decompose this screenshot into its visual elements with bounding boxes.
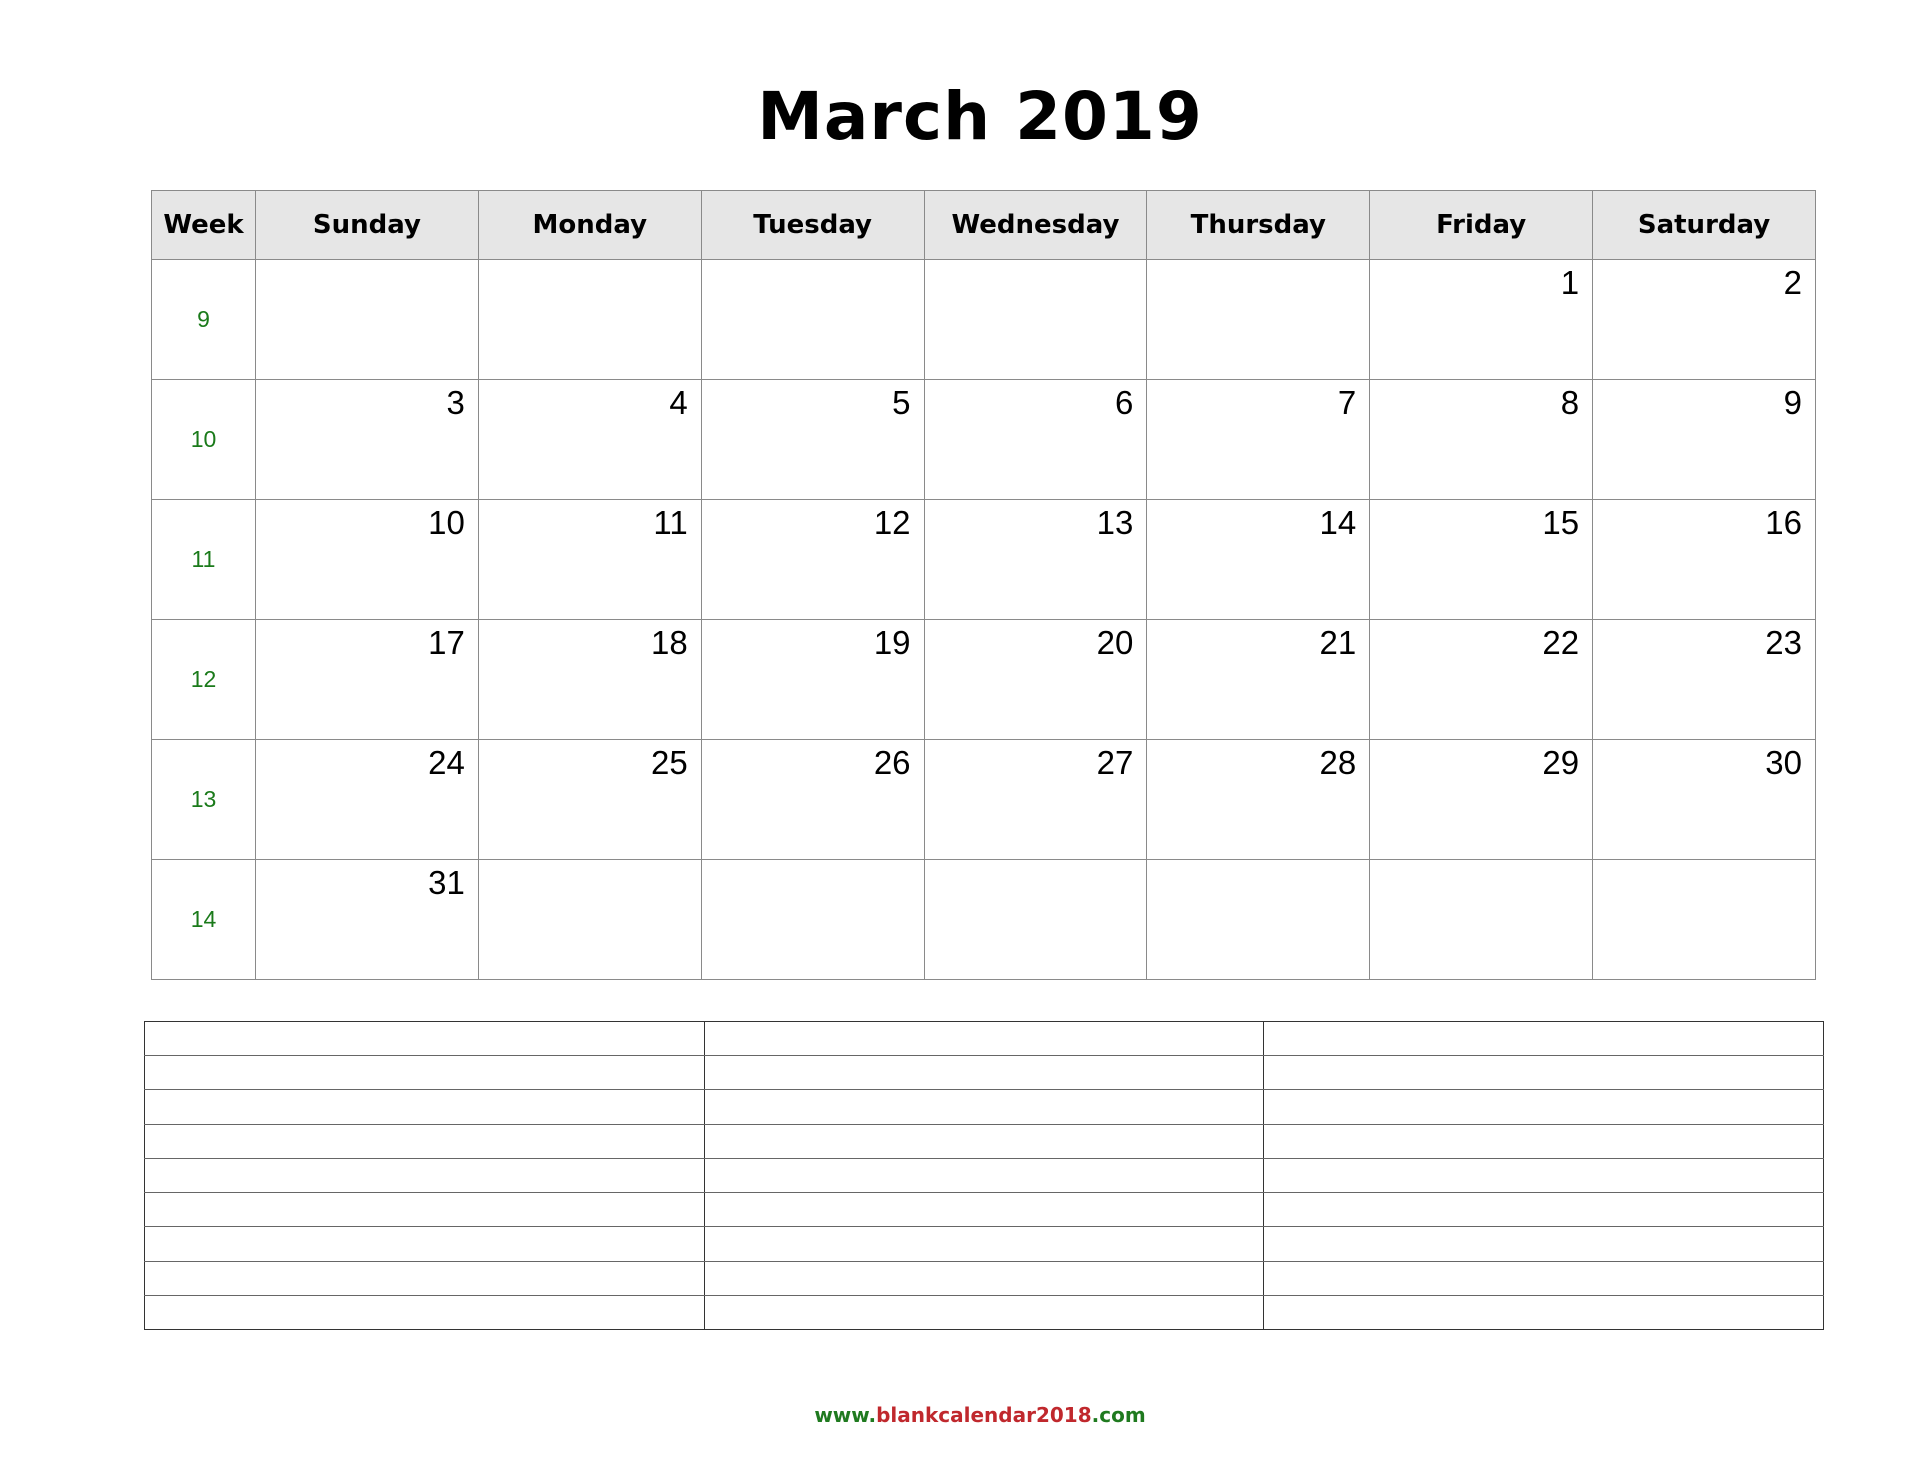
day-cell <box>924 260 1147 380</box>
header-tuesday: Tuesday <box>701 191 924 260</box>
notes-line <box>145 1295 1824 1329</box>
page-title: March 2019 <box>757 78 1203 155</box>
notes-cell[interactable] <box>1264 1090 1824 1124</box>
day-number: 13 <box>1096 504 1134 541</box>
notes-cell[interactable] <box>145 1261 705 1295</box>
day-cell <box>478 500 701 620</box>
day-number: 15 <box>1542 504 1580 541</box>
week-number: 13 <box>152 740 256 860</box>
day-cell <box>256 500 479 620</box>
day-cell <box>1370 500 1593 620</box>
notes-line <box>145 1227 1824 1261</box>
week-row <box>152 500 1816 620</box>
day-number: 12 <box>873 504 911 541</box>
day-cell <box>478 860 701 980</box>
day-cell <box>478 620 701 740</box>
day-number: 23 <box>1765 624 1802 661</box>
day-cell <box>701 260 924 380</box>
week-number: 14 <box>152 860 256 980</box>
day-cell <box>256 620 479 740</box>
day-number: 2 <box>1783 264 1802 301</box>
day-number: 8 <box>1560 384 1580 421</box>
day-cell <box>1370 260 1593 380</box>
notes-grid <box>144 1021 1824 1330</box>
notes-line <box>145 1124 1824 1158</box>
day-number: 9 <box>1783 384 1802 421</box>
week-row <box>152 260 1816 380</box>
notes-cell[interactable] <box>704 1056 1264 1090</box>
day-cell <box>256 740 479 860</box>
day-number: 20 <box>1096 624 1134 661</box>
day-cell <box>256 860 479 980</box>
day-cell <box>1593 620 1816 740</box>
day-cell <box>701 860 924 980</box>
notes-cell[interactable] <box>145 1124 705 1158</box>
notes-cell[interactable] <box>704 1261 1264 1295</box>
day-cell <box>256 380 479 500</box>
notes-cell[interactable] <box>704 1158 1264 1192</box>
day-cell <box>1593 260 1816 380</box>
header-row <box>152 191 1816 260</box>
day-number: 5 <box>892 384 911 421</box>
header-monday: Monday <box>478 191 701 260</box>
day-number: 22 <box>1542 624 1580 661</box>
day-cell <box>924 620 1147 740</box>
notes-cell[interactable] <box>1264 1227 1824 1261</box>
header-thursday: Thursday <box>1147 191 1370 260</box>
notes-cell[interactable] <box>1264 1295 1824 1329</box>
day-number: 24 <box>428 744 465 781</box>
notes-line <box>145 1158 1824 1192</box>
notes-cell[interactable] <box>1264 1261 1824 1295</box>
day-number: 19 <box>873 624 911 661</box>
day-cell <box>1147 620 1370 740</box>
day-cell <box>1370 860 1593 980</box>
header-wednesday: Wednesday <box>924 191 1147 260</box>
day-cell <box>1370 620 1593 740</box>
day-number: 11 <box>653 504 688 541</box>
day-cell <box>701 740 924 860</box>
day-number: 16 <box>1765 504 1802 541</box>
notes-cell[interactable] <box>1264 1056 1824 1090</box>
notes-cell[interactable] <box>704 1124 1264 1158</box>
notes-line <box>145 1090 1824 1124</box>
notes-cell[interactable] <box>145 1022 705 1056</box>
week-number: 9 <box>152 260 256 380</box>
day-number: 17 <box>428 624 465 661</box>
day-cell <box>924 740 1147 860</box>
day-number: 25 <box>650 744 688 781</box>
day-cell <box>478 740 701 860</box>
notes-line <box>145 1056 1824 1090</box>
notes-cell[interactable] <box>145 1227 705 1261</box>
day-cell <box>1370 740 1593 860</box>
day-cell <box>701 380 924 500</box>
day-cell <box>1147 380 1370 500</box>
notes-line <box>145 1193 1824 1227</box>
day-number: 27 <box>1096 744 1134 781</box>
day-number: 26 <box>873 744 911 781</box>
day-cell <box>478 380 701 500</box>
day-cell <box>924 860 1147 980</box>
day-cell <box>701 500 924 620</box>
day-number: 7 <box>1337 384 1357 421</box>
notes-cell[interactable] <box>1264 1124 1824 1158</box>
day-cell <box>1147 500 1370 620</box>
notes-cell[interactable] <box>145 1295 705 1329</box>
day-number: 14 <box>1319 504 1357 541</box>
calendar-grid <box>151 190 1816 980</box>
footer-site: blankcalendar2018 <box>876 1403 1092 1427</box>
day-number: 29 <box>1542 744 1580 781</box>
footer-prefix: www. <box>814 1403 877 1427</box>
notes-cell[interactable] <box>704 1193 1264 1227</box>
day-cell <box>1593 740 1816 860</box>
day-number: 21 <box>1319 624 1357 661</box>
day-number: 6 <box>1115 384 1134 421</box>
week-number: 10 <box>152 380 256 500</box>
day-cell <box>1593 500 1816 620</box>
day-number: 31 <box>428 864 465 901</box>
day-number: 4 <box>669 384 688 421</box>
day-cell <box>1147 740 1370 860</box>
day-cell <box>1593 860 1816 980</box>
notes-line <box>145 1261 1824 1295</box>
day-number: 18 <box>650 624 688 661</box>
notes-cell[interactable] <box>145 1193 705 1227</box>
day-cell <box>701 620 924 740</box>
day-cell <box>256 260 479 380</box>
week-row <box>152 860 1816 980</box>
day-cell <box>924 380 1147 500</box>
day-number: 1 <box>1560 264 1580 301</box>
header-week: Week <box>152 191 256 260</box>
notes-cell[interactable] <box>704 1227 1264 1261</box>
notes-cell[interactable] <box>1264 1158 1824 1192</box>
notes-cell[interactable] <box>1264 1022 1824 1056</box>
day-cell <box>1147 860 1370 980</box>
header-sunday: Sunday <box>256 191 479 260</box>
notes-cell[interactable] <box>704 1090 1264 1124</box>
week-row <box>152 620 1816 740</box>
day-cell <box>1370 380 1593 500</box>
footer-link[interactable] <box>0 1403 1920 1427</box>
notes-cell[interactable] <box>145 1158 705 1192</box>
week-number: 11 <box>152 500 256 620</box>
day-number: 30 <box>1765 744 1802 781</box>
week-row <box>152 380 1816 500</box>
footer-suffix: .com <box>1091 1403 1146 1427</box>
notes-cell[interactable] <box>1264 1193 1824 1227</box>
header-saturday: Saturday <box>1593 191 1816 260</box>
notes-line <box>145 1022 1824 1056</box>
day-cell <box>1593 380 1816 500</box>
day-number: 10 <box>428 504 465 541</box>
notes-cell[interactable] <box>704 1022 1264 1056</box>
notes-cell[interactable] <box>704 1295 1264 1329</box>
notes-cell[interactable] <box>145 1090 705 1124</box>
header-friday: Friday <box>1370 191 1593 260</box>
day-number: 3 <box>446 384 465 421</box>
week-number: 12 <box>152 620 256 740</box>
week-row <box>152 740 1816 860</box>
day-cell <box>1147 260 1370 380</box>
day-cell <box>924 500 1147 620</box>
notes-cell[interactable] <box>145 1056 705 1090</box>
day-number: 28 <box>1319 744 1357 781</box>
day-cell <box>478 260 701 380</box>
